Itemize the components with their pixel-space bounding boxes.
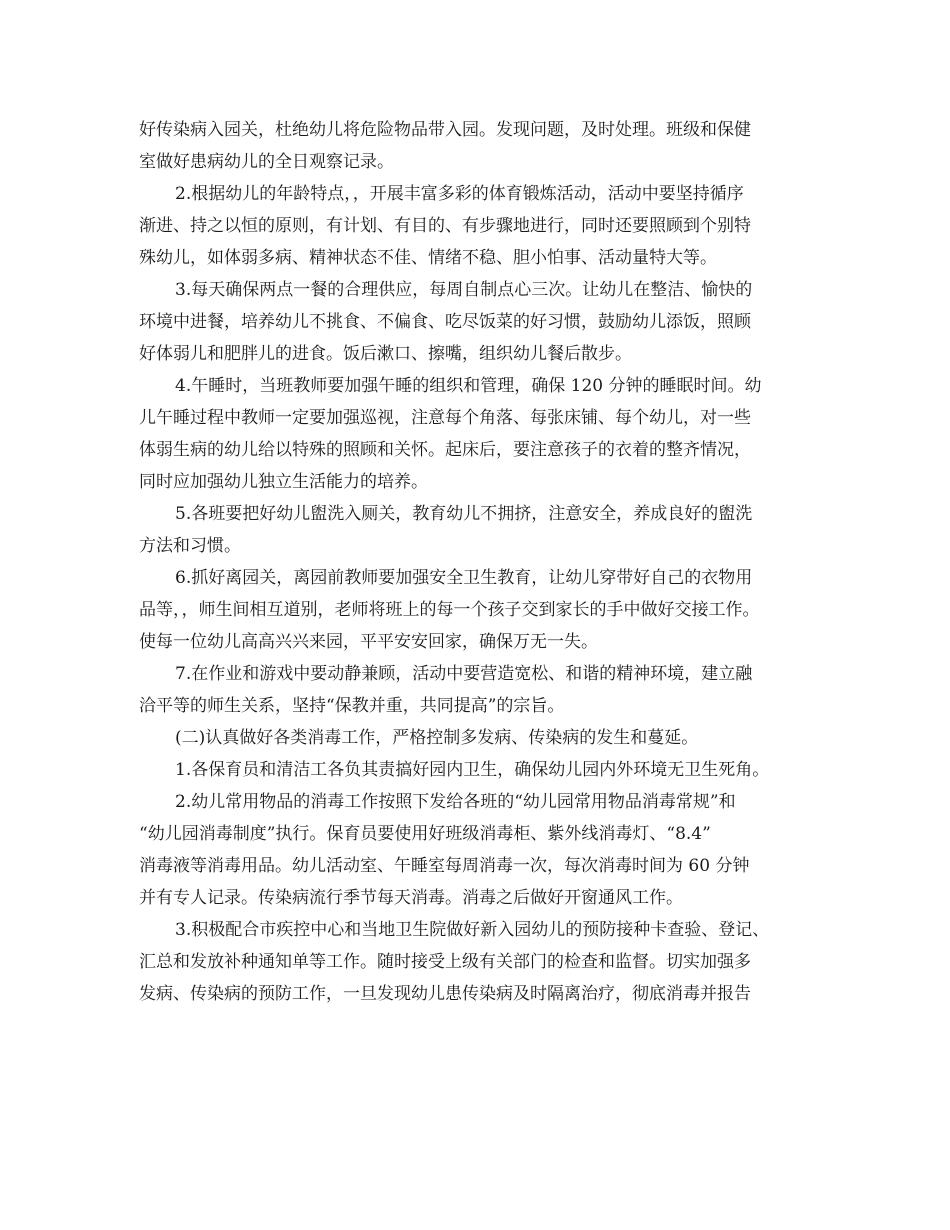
- text-line: 2.幼儿常用物品的消毒工作按照下发给各班的“幼儿园常用物品消毒常规”和: [175, 792, 736, 812]
- text-line: 4.午睡时，当班教师要加强午睡的组织和管理，确保 120 分钟的睡眠时间。幼: [175, 376, 762, 396]
- paragraph-item-3b: [139, 914, 819, 1010]
- paragraph-continuation: [139, 114, 819, 178]
- text-line: 汇总和发放补种通知单等工作。随时接受上级有关部门的检查和监督。切实加强多: [139, 952, 751, 972]
- text-line: 好体弱儿和肥胖儿的进食。饭后漱口、擦嘴，组织幼儿餐后散步。: [139, 344, 632, 364]
- text-line: 殊幼儿，如体弱多病、精神状态不佳、情绪不稳、胆小怕事、活动量特大等。: [139, 248, 717, 268]
- text-line: 5.各班要把好幼儿盥洗入厕关，教育幼儿不拥挤，注意安全，养成良好的盥洗: [175, 504, 753, 524]
- text-line: 室做好患病幼儿的全日观察记录。: [139, 152, 394, 172]
- text-line: 环境中进餐，培养幼儿不挑食、不偏食、吃尽饭菜的好习惯，鼓励幼儿添饭，照顾: [139, 312, 751, 332]
- text-line: 品等，，师生间相互道别，老师将班上的每一个孩子交到家长的手中做好交接工作。: [139, 600, 760, 620]
- text-line: 2.根据幼儿的年龄特点，，开展丰富多彩的体育锻炼活动，活动中要坚持循序: [175, 184, 744, 204]
- paragraph-item-4: [139, 370, 819, 498]
- section-heading-text: (二)认真做好各类消毒工作，严格控制多发病、传染病的发生和蔓延。: [175, 728, 699, 748]
- text-line: 发病、传染病的预防工作，一旦发现幼儿患传染病及时隔离治疗，彻底消毒并报告: [139, 984, 751, 1004]
- paragraph-item-5: [139, 498, 819, 562]
- text-line: 1.各保育员和清洁工各负其责搞好园内卫生，确保幼儿园内外环境无卫生死角。: [175, 760, 770, 780]
- paragraph-item-2b: [139, 786, 819, 914]
- paragraph-item-2: [139, 178, 819, 274]
- text-line: 消毒液等消毒用品。幼儿活动室、午睡室每周消毒一次，每次消毒时间为 60 分钟: [139, 856, 750, 876]
- text-line: 7.在作业和游戏中要动静兼顾，活动中要营造宽松、和谐的精神环境，建立融: [175, 664, 753, 684]
- text-line: 使每一位幼儿高高兴兴来园，平平安安回家，确保万无一失。: [139, 632, 598, 652]
- text-line: 儿午睡过程中教师一定要加强巡视，注意每个角落、每张床铺、每个幼儿，对一些: [139, 408, 751, 428]
- document-body: [139, 114, 819, 1010]
- text-line: “幼儿园消毒制度”执行。保育员要使用好班级消毒柜、紫外线消毒灯、“8.4”: [139, 824, 711, 844]
- text-line: 体弱生病的幼儿给以特殊的照顾和关怀。起床后，要注意孩子的衣着的整齐情况，: [139, 440, 751, 460]
- text-line: 方法和习惯。: [139, 536, 241, 556]
- text-line: 洽平等的师生关系，坚持“保教并重，共同提高”的宗旨。: [139, 696, 565, 716]
- text-line: 6.抓好离园关，离园前教师要加强安全卫生教育，让幼儿穿带好自己的衣物用: [175, 568, 753, 588]
- text-line: 好传染病入园关，杜绝幼儿将危险物品带入园。发现问题，及时处理。班级和保健: [139, 120, 751, 140]
- text-line: 3.每天确保两点一餐的合理供应，每周自制点心三次。让幼儿在整洁、愉快的: [175, 280, 753, 300]
- text-line: 渐进、持之以恒的原则，有计划、有目的、有步骤地进行，同时还要照顾到个别特: [139, 216, 751, 236]
- paragraph-item-7: [139, 658, 819, 722]
- section-heading: [139, 722, 819, 754]
- paragraph-item-6: [139, 562, 819, 658]
- paragraph-item-3: [139, 274, 819, 370]
- text-line: 同时应加强幼儿独立生活能力的培养。: [139, 472, 428, 492]
- text-line: 并有专人记录。传染病流行季节每天消毒。消毒之后做好开窗通风工作。: [139, 888, 683, 908]
- text-line: 3.积极配合市疾控中心和当地卫生院做好新入园幼儿的预防接种卡查验、登记、: [175, 920, 770, 940]
- paragraph-item-1: [139, 754, 819, 786]
